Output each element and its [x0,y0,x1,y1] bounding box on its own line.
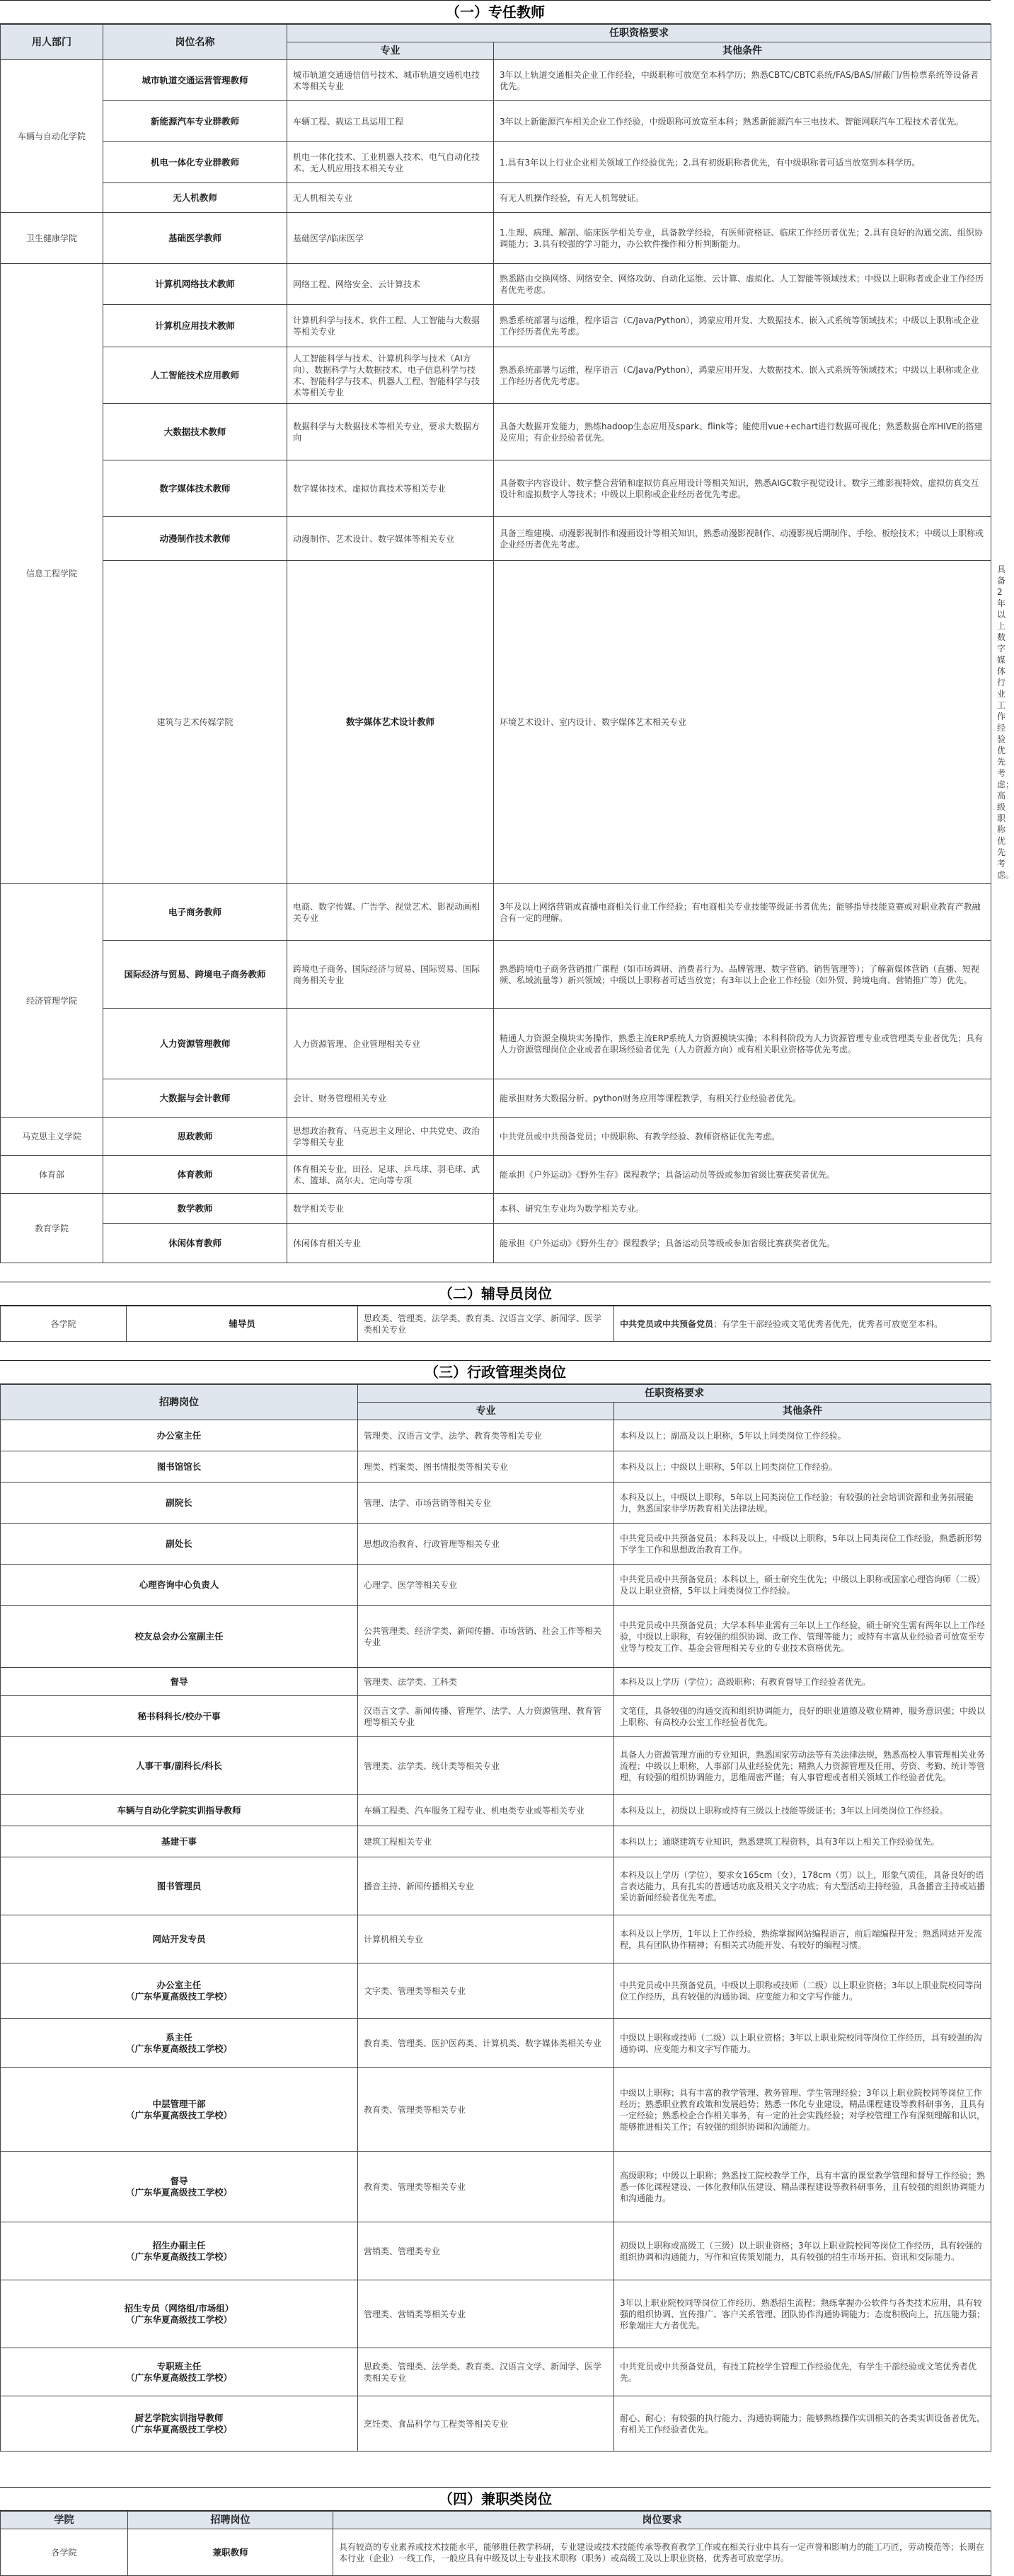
dept-cell: 卫生健康学院 [1,213,103,264]
table-row [1,1451,991,1483]
major-cell: 教育类、管理类、医护医药类、计算机类、数字媒体类相关专业 [358,2019,614,2068]
section-full-time-teachers [0,0,1014,1263]
post-cell: 动漫制作技术教师 [103,517,287,561]
major-cell: 心理学、医学等相关专业 [358,1565,614,1606]
post-cell: 兼职教师 [128,2529,333,2576]
post-cell: 计算机网络技术教师 [103,264,287,305]
table-row [1,2152,991,2222]
post-cell: 辅导员 [127,1306,358,1342]
dept-cell: 各学院 [1,2529,128,2576]
dept-cell: 经济管理学院 [1,884,103,1118]
dept-cell: 马克思主义学院 [1,1118,103,1156]
other-cell: 高级职称；中级以上职称；熟悉技工院校教学工作，具有丰富的课堂教学管理和督导工作经验；熟悉一体化课程建设、一体化教师队伍建设、精品课程建设等教科研事务，且有较强的组织协调能力和沟通能力。 [614,2152,991,2222]
other-cell: 本科及以上，中级以上职称，5年以上同类岗位工作经验；有较强的社会培训资源和业务拓展能力，熟悉国家非学历教育相关法律法规。 [614,1483,991,1524]
major-cell: 营销类、管理类专业 [358,2222,614,2280]
table-row [1,1156,991,1194]
table-row [1,2348,991,2396]
other-cell: 熟悉系统部署与运维，程序语言（C/Java/Python），鸿蒙应用开发、大数据技术、嵌入式系统等领域技术；中级以上职称或企业工作经历者优先考虑。 [494,305,991,347]
table-row: 建筑与艺术传媒学院 数字媒体艺术设计教师 环境艺术设计、室内设计、数字媒体艺术相关专业 具备2年以上数字媒体行业工作经验优先考虑；高级职称优先考虑。 [1,561,991,884]
table-row [1,1524,991,1565]
table-part-time [0,2511,991,2576]
other-text: ；有学生干部经验或文笔优秀者优先，优秀者可放宽至本科。 [713,1318,943,1329]
table-row [1,884,991,941]
post-cell: 休闲体育教师 [103,1224,287,1263]
header-post: 岗位名称 [103,25,287,60]
post-cell: 秘书科科长/校办干事 [1,1696,358,1737]
other-cell: 3年及以上网络营销或直播电商相关行业工作经验；有电商相关专业技能等级证书者优先；能够指导技能竞赛或对职业教育产教融合有一定的理解。 [494,884,991,941]
post-cell: 督导 [1,1668,358,1696]
post-cell: 网站开发专员 [1,1915,358,1963]
table-row [1,183,991,213]
post-cell: 校友总会办公室副主任 [1,1606,358,1668]
other-cell: 初级以上职称或高级工（三级）以上职业资格；3年以上职业院校同等岗位工作经历，具有较强的组织协调和沟通能力，写作和宣传策划能力，具有较强的招生市场开拓、资讯和交际能力。 [614,2222,991,2280]
header-dept: 用人部门 [1,25,103,60]
major-cell: 数据科学与大数据技术等相关专业，要求大数据方向 [287,404,494,460]
other-cell: 能承担财务大数据分析、python财务应用等课程教学，有相关行业经验者优先。 [494,1079,991,1118]
section-counselor [0,1282,991,1342]
post-cell: 计算机应用技术教师 [103,305,287,347]
header-requirements: 岗位要求 [333,2512,991,2529]
table-row [1,101,991,142]
major-cell: 烹饪类、食品科学与工程类等相关专业 [358,2396,614,2452]
section-title: （二）辅导员岗位 [0,1282,991,1306]
other-cell: 中共党员或中共预备党员，有技工院校学生管理工作经验优先，有学生干部经验或文笔优秀者优先。 [614,2348,991,2396]
post-cell: 人工智能技术应用教师 [103,347,287,404]
table-row [1,1857,991,1915]
other-cell: 中共党员或中共预备党员；中级职称、有教学经验、教师资格证优先考虑。 [494,1118,991,1156]
header-major: 专业 [358,1403,614,1420]
major-cell: 计算机科学与技术、软件工程、人工智能与大数据等相关专业 [287,305,494,347]
major-cell: 跨境电子商务、国际经济与贸易、国际贸易、国际商务相关专业 [287,941,494,1009]
major-cell: 文字类、管理类等相关专业 [358,1963,614,2019]
dept-cell: 教育学院 [1,1194,103,1263]
post-cell: 新能源汽车专业群教师 [103,101,287,142]
other-cell: 具备数字内容设计、数字整合营销和虚拟仿真应用设计等相关知识，熟悉AIGC数字视觉设计、数字三维影视特效、虚拟仿真交互设计和虚拟数字人等技术；中级以上职称或企业经历者优先考虑。 [494,460,991,517]
post-cell: 数字媒体艺术设计教师 [287,561,494,884]
post-cell: 大数据技术教师 [103,404,287,460]
table-row [1,1826,991,1857]
table-row [1,1668,991,1696]
major-cell: 管理类、法学类、统计类等相关专业 [358,1737,614,1795]
other-cell: 熟悉路由交换网络、网络安全、网络攻防、自动化运维、云计算、虚拟化、人工智能等领域技术；中级以上职称者或企业工作经历者优先考虑。 [494,264,991,305]
other-cell: 具备大数据开发能力，熟练hadoop生态应用及spark、flink等；能使用vue+echart进行数据可视化；熟悉数据仓库HIVE的搭建及应用；有企业经验者优先。 [494,404,991,460]
dept-cell: 各学院 [1,1306,127,1342]
section-title: （三）行政管理类岗位 [0,1361,991,1384]
major-cell: 人力资源管理、企业管理相关专业 [287,1009,494,1079]
major-cell: 教育类、管理类等相关专业 [358,2068,614,2152]
table-row [1,305,991,347]
dept-cell: 体育部 [1,1156,103,1194]
post-cell: 数字媒体技术教师 [103,460,287,517]
other-cell: 本科及以上；中级以上职称，5年以上同类岗位工作经验。 [614,1451,991,1483]
table-row [1,941,991,1009]
other-cell: 能承担《户外运动》《野外生存》课程教学；具备运动员等级或参加省级比赛获奖者优先。 [494,1224,991,1263]
post-cell: 电子商务教师 [103,884,287,941]
major-cell: 数学相关专业 [287,1194,494,1224]
other-cell: 中共党员或中共预备党员；本科及以上，中级以上职称，5年以上同类岗位工作经验，熟悉新形势下学生工作和思想政治教育工作。 [614,1524,991,1565]
major-cell: 管理类、营销类等相关专业 [358,2280,614,2348]
table-row [1,2068,991,2152]
other-cell: 3年以上轨道交通相关企业工作经验，中级职称可放宽至本科学历；熟悉CBTC/CBTC系统/FAS/BAS/屏蔽门/售检票系统等设备者优先。 [494,60,991,101]
table-row [1,264,991,305]
table-row [1,2396,991,2452]
table-row [1,2019,991,2068]
header-other: 其他条件 [614,1403,991,1420]
other-cell: 本科、研究生专业均为数学相关专业。 [494,1194,991,1224]
major-cell: 人工智能科学与技术、计算机科学与技术（AI方向）、数据科学与大数据技术、电子信息科学与技术、智能科学与技术、机器人工程、智能科学与技术等相关专业 [287,347,494,404]
major-cell: 体育相关专业，田径、足球、乒乓球、羽毛球、武术、篮球、高尔夫、定向等专项 [287,1156,494,1194]
post-cell: 体育教师 [103,1156,287,1194]
major-cell: 思想政治教育、行政管理等相关专业 [358,1524,614,1565]
post-cell: 图书管理员 [1,1857,358,1915]
other-cell: 有无人机操作经验，有无人机驾驶证。 [494,183,991,213]
header-major: 专业 [287,42,494,60]
other-cell: 文笔佳，具备较强的沟通交流和组织协调能力，良好的职业道德及敬业精神，服务意识强；中级以上职称、有高校办公室工作经验者优先。 [614,1696,991,1737]
table-row [1,60,991,101]
table-row [1,1565,991,1606]
other-cell: 1.生理、病理、解剖、临床医学相关专业，具备教学经验，有医师资格证、临床工作经历者优先；2.具有良好的沟通交流、组织协调能力；3.具有较强的学习能力，办公软件操作和分析判断能力。 [494,213,991,264]
major-cell: 管理类、汉语言文学、法学、教育类等相关专业 [358,1420,614,1451]
other-cell: 1.具有3年以上行业企业相关领域工作经验优先；2.具有初级职称者优先，有中级职称者可适当放宽到本科学历。 [494,142,991,183]
other-cell: 本科及以上学历（学位）；高级职称；有教育督导工作经验者优先。 [614,1668,991,1696]
major-cell: 机电一体化技术、工业机器人技术、电气自动化技术、无人机应用技术相关专业 [287,142,494,183]
table-row [1,1963,991,2019]
major-cell: 环境艺术设计、室内设计、数字媒体艺术相关专业 [494,561,991,884]
major-cell: 城市轨道交通通信信号技术、城市轨道交通机电技术等相关专业 [287,60,494,101]
header-dept: 学院 [1,2512,128,2529]
other-cell: 本科及以上学历，1年以上工作经验，熟练掌握网站编程语言，前后端编程开发；熟悉网站开发流程，具有团队协作精神；有相关式功能开发、有较好的编程习惯。 [614,1915,991,1963]
table-row [1,1483,991,1524]
major-cell: 网络工程、网络安全、云计算技术 [287,264,494,305]
table-row [1,142,991,183]
section-administration [0,1360,991,2452]
other-cell: 耐心、耐心；有较强的执行能力、沟通协调能力；能够熟练操作实训相关的各类实训设备者优先，有相关工作经验者优先。 [614,2396,991,2452]
post-cell: 心理咨询中心负责人 [1,1565,358,1606]
table-counselor [0,1306,991,1342]
table-row [1,2529,991,2576]
table-row [1,1009,991,1079]
major-cell: 思政类、管理类、法学类、教育类、汉语言文学、新闻学、医学类相关专业 [358,1306,614,1342]
major-cell: 管理、法学、市场营销等相关专业 [358,1483,614,1524]
post-cell: 副院长 [1,1483,358,1524]
post-cell: 城市轨道交通运营管理教师 [103,60,287,101]
major-cell: 建筑工程相关专业 [358,1826,614,1857]
other-cell: 能承担《户外运动》《野外生存》课程教学；具备运动员等级或参加省级比赛获奖者优先。 [494,1156,991,1194]
post-cell: 基础医学教师 [103,213,287,264]
major-cell: 会计、财务管理相关专业 [287,1079,494,1118]
other-cell [614,1306,991,1342]
header-requirements: 任职资格要求 [358,1385,991,1403]
table-row [1,213,991,264]
post-cell: 系主任 （广东华夏高级技工学校） [1,2019,358,2068]
major-cell: 管理类、法学类、工科类 [358,1668,614,1696]
table-row [1,2280,991,2348]
post-cell: 人事干事/副科长/科长 [1,1737,358,1795]
post-cell: 人力资源管理教师 [103,1009,287,1079]
table-row [1,1606,991,1668]
table-row [1,1737,991,1795]
major-cell: 计算机相关专业 [358,1915,614,1963]
table-row [1,2222,991,2280]
major-cell: 思政类、管理类、法学类、教育类、汉语言文学、新闻学、医学类相关专业 [358,2348,614,2396]
section-title: （四）兼职类岗位 [0,2488,991,2511]
dept-cell: 建筑与艺术传媒学院 [103,561,287,884]
table-row [1,1915,991,1963]
major-cell: 车辆工程、载运工具运用工程 [287,101,494,142]
table-row [1,1795,991,1826]
major-cell: 播音主持、新闻传播相关专业 [358,1857,614,1915]
other-cell: 具备人力资源管理方面的专业知识，熟悉国家劳动法等有关法律法规，熟悉高校人事管理相关业务流程；中级以上职称，人事部门从业经验优先；精熟人力资源管理及任用，劳资、考勤、统计等管理，有较强的组织协调能力，思维周密严谨；有人事管理或者相关领域工作经验者优先。 [614,1737,991,1795]
requirement-cell: 具有较高的专业素养或技术技能水平，能够胜任教学科研，专业建设或技术技能传承等教育教学工作或在相关行业中具有一定声誉和影响力的能工巧匠，劳动模范等；长期在本行业（企业）一线工作，一般应具有中级及以上专业技术职称（职务）或高级工及以上职业资格，优秀者可放宽学历。 [333,2529,991,2576]
table-row [1,1194,991,1224]
post-cell: 国际经济与贸易、跨境电子商务教师 [103,941,287,1009]
other-cell: 本科及以上，初级以上职称或持有三级以上技能等级证书；3年以上同类岗位工作经验。 [614,1795,991,1826]
post-cell: 办公室主任 （广东华夏高级技工学校） [1,1963,358,2019]
post-cell: 中层管理干部 （广东华夏高级技工学校） [1,2068,358,2152]
major-cell: 电商、数字传媒、广告学、视觉艺术、影视动画相关专业 [287,884,494,941]
table-row [1,1420,991,1451]
post-cell: 专职班主任 （广东华夏高级技工学校） [1,2348,358,2396]
other-cell: 中级以上职称或技师（二级）以上职业资格；3年以上职业院校同等岗位工作经历，具有较强的沟通协调、应变能力和文字写作能力。 [614,2019,991,2068]
major-cell: 思想政治教育、马克思主义理论、中共党史、政治学等相关专业 [287,1118,494,1156]
post-cell: 督导 （广东华夏高级技工学校） [1,2152,358,2222]
table-row [1,404,991,460]
other-cell: 本科及以上；副高及以上职称，5年以上同类岗位工作经验。 [614,1420,991,1451]
table-administration [0,1384,991,2452]
major-cell: 教育类、管理类等相关专业 [358,2152,614,2222]
post-cell: 基建干事 [1,1826,358,1857]
other-cell: 中级以上职称；具有丰富的教学管理、教务管理、学生管理经验；3年以上职业院校同等岗位工作经历；熟悉职业教育政策和发展趋势；熟悉一体化专业建设，精品课程建设等教科研事务，且具有一定经验；熟悉校企合作相关事务，有一定的社会实践经验；对学校管理工作有深刻理解和认识，能够推进相关工作；有较强的组织协调和沟通能力。 [614,2068,991,2152]
party-member-requirement: 中共党员或中共预备党员 [620,1318,714,1329]
table-row [1,1224,991,1263]
table-row [1,1696,991,1737]
major-cell: 无人机相关专业 [287,183,494,213]
dept-cell: 车辆与自动化学院 [1,60,103,213]
other-cell: 中共党员或中共预备党员，中级以上职称或技师（二级）以上职业资格；3年以上职业院校同等岗位工作经历，具有较强的沟通协调、应变能力和文字写作能力。 [614,1963,991,2019]
post-cell: 办公室主任 [1,1420,358,1451]
post-cell: 招生办副主任 （广东华夏高级技工学校） [1,2222,358,2280]
table-row [1,1118,991,1156]
header-post: 招聘岗位 [128,2512,333,2529]
dept-cell: 信息工程学院 [1,264,103,884]
section-part-time [0,2487,991,2576]
major-cell: 数字媒体技术、虚拟仿真技术等相关专业 [287,460,494,517]
post-cell: 招生专员（网络组/市场组） （广东华夏高级技工学校） [1,2280,358,2348]
major-cell: 车辆工程类、汽车服务工程专业、机电类专业或等相关专业 [358,1795,614,1826]
table-full-time-teachers [0,24,1014,1263]
other-cell: 本科及以上学历（学位），要求女165cm（女），178cm（男）以上，形象气质佳，具备良好的语言表达能力，具有扎实的普通话功底及相关文字功底；有大型活动主持经验，具备播音主持或站播采访新闻经验者优先考虑。 [614,1857,991,1915]
other-cell: 中共党员或中共预备党员；大学本科毕业需有三年以上工作经验，硕士研究生需有两年以上工作经验，中级以上职称，有较强的组织协调、政工作、管理等能力；或特有丰富从业经验者可放宽至专业等与校友工作、基金会管理相关专业的专业技术资格优先。 [614,1606,991,1668]
post-cell: 数学教师 [103,1194,287,1224]
post-cell: 大数据与会计教师 [103,1079,287,1118]
major-cell: 公共管理类、经济学类、新闻传播、市场营销、社会工作等相关专业 [358,1606,614,1668]
table-row [1,1306,991,1342]
post-cell: 图书馆馆长 [1,1451,358,1483]
post-cell: 机电一体化专业群教师 [103,142,287,183]
table-row [1,347,991,404]
post-cell: 厨艺学院实训指导教师 （广东华夏高级技工学校） [1,2396,358,2452]
post-cell: 车辆与自动化学院实训指导教师 [1,1795,358,1826]
major-cell: 汉语言文学、新闻传播、管理学、法学、人力资源管理、教育管理等相关专业 [358,1696,614,1737]
other-cell: 熟悉跨境电子商务营销推广课程（如市场调研、消费者行为、品牌管理、数字营销、销售管理等）；了解新媒体营销（直播、短视频、私域流量等）新兴领域；中级以上职称者可适当放宽；有3年以上企业工作经验（如外贸、跨境电商、营销推广等）优先。 [494,941,991,1009]
table-row [1,517,991,561]
other-cell: 3年以上职业院校同等岗位工作经历，熟悉招生流程；熟练掌握办公软件与各类技术应用，具有较强的组织协调、宣传推广、客户关系管理、团队协作沟通协调能力；态度积极向上，抗压能力强；形象端庄大方者优先。 [614,2280,991,2348]
other-cell: 3年以上新能源汽车相关企业工作经验，中级职称可放宽至本科；熟悉新能源汽车三电技术、智能网联汽车工程技术者优先。 [494,101,991,142]
other-cell: 中共党员或中共预备党员；本科以上，硕士研究生优先；中级以上职称或国家心理咨询师（二级）及以上职业资格，5年以上同类岗位工作经验。 [614,1565,991,1606]
header-post: 招聘岗位 [1,1385,358,1420]
section-title: （一）专任教师 [0,1,991,24]
major-cell: 基础医学/临床医学 [287,213,494,264]
other-cell: 具备三维建模、动漫影视制作和漫画设计等相关知识，熟悉动漫影视制作、动漫影视后期制作、手绘、板绘技术；中级以上职称或企业经历者优先考虑。 [494,517,991,561]
table-row [1,460,991,517]
major-cell: 理类、档案类、图书情报类等相关专业 [358,1451,614,1483]
header-requirements: 任职资格要求 [287,25,991,42]
table-row [1,1079,991,1118]
header-other: 其他条件 [494,42,991,60]
post-cell: 无人机教师 [103,183,287,213]
major-cell: 动漫制作、艺术设计、数字媒体等相关专业 [287,517,494,561]
post-cell: 思政教师 [103,1118,287,1156]
post-cell: 副处长 [1,1524,358,1565]
other-cell: 熟悉系统部署与运维，程序语言（C/Java/Python），鸿蒙应用开发、大数据技术、嵌入式系统等领域技术；中级以上职称或企业工作经历者优先考虑。 [494,347,991,404]
other-cell: 本科以上；通晓建筑专业知识，熟悉建筑工程资料，具有3年以上相关工作经验优先。 [614,1826,991,1857]
other-cell: 精通人力资源全模块实务操作，熟悉主流ERP系统人力资源模块实操；本科科阶段为人力资源管理专业或管理类专业者优先；具有人力资源管理岗位企业或者在职场经验者优先（人力资源方向）或有相关职业资格等优先考虑。 [494,1009,991,1079]
major-cell: 休闲体育相关专业 [287,1224,494,1263]
